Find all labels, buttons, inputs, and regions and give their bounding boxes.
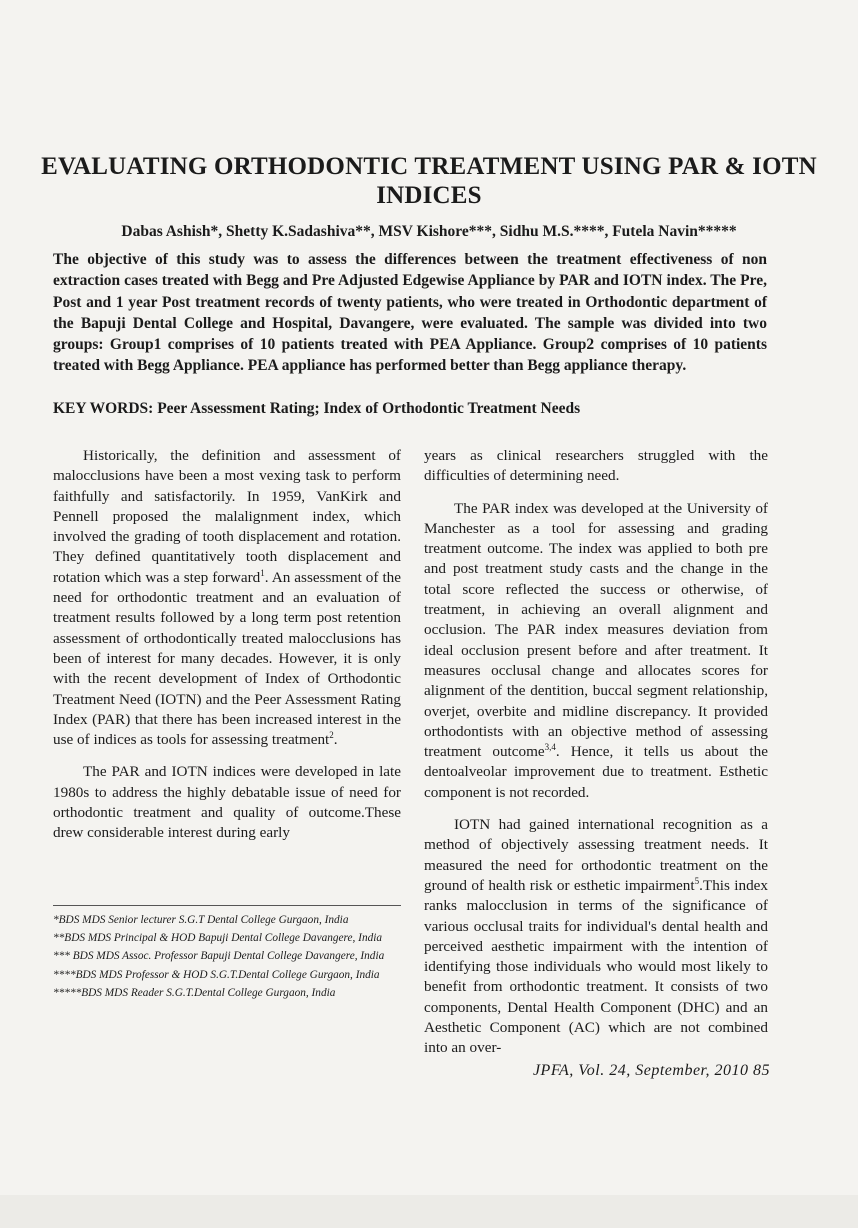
citation: 3,4 <box>544 742 556 753</box>
footnote: **BDS MDS Principal & HOD Bapuji Dental College Davangere, India <box>53 932 383 945</box>
article-title <box>40 152 818 210</box>
author-affiliations <box>53 905 401 1003</box>
left-column <box>53 446 401 856</box>
footnote: *BDS MDS Senior lecturer S.G.T Dental College Gurgaon, India <box>53 914 349 926</box>
page-bottom-edge <box>0 1195 858 1228</box>
footnote: ****BDS MDS Professor & HOD S.G.T.Dental College Gurgaon, India <box>53 968 380 981</box>
paragraph: The PAR and IOTN indices were developed in late 1980s to address the highly debatable issue of need for orthodontic treatment and quality of outcome.These drew considerable interest during early <box>53 763 401 842</box>
citation: 1 <box>260 567 265 578</box>
paragraph: IOTN had gained international recognition as a method of objectively assessing treatment needs. It measured the need for orthodontic treatment on the ground of health risk or esthetic impairment$^5$.This index ranks malocclusion in terms of the significance of various occlusal traits for individual's dental health and perceived aesthetic impairment with the intention of identifying those individuals who would most likely to benefit from orthodontic treatment. It consists of two components, Dental Health Component (DHC) and an Aesthetic Component (AC) which are not combined into an over- <box>424 816 768 1057</box>
paragraph: Historically, the definition and assessment of malocclusions have been a most vexing task to perform faithfully and satisfactorily. In 1959, VanKirk and Pennell proposed the malalignment index, which involved the grading of tooth displacement and rotation. They defined quantitatively tooth displacement and rotation which was a step forward$^1$. An assessment of the need for orthodontic treatment and an evaluation of treatment results followed by a long term post retention assessment of orthodontically treated malocclusions has been of interest for many decades. However, it is only with the recent development of Index of Orthodontic Treatment Need (IOTN) and the Peer Assessment Rating Index (PAR) that there has been increased interest in the use of indices as tools for assessing treatment$^2$. <box>53 447 401 749</box>
right-column <box>424 446 768 1071</box>
paragraph: The PAR index was developed at the University of Manchester as a tool for assessing and grading treatment outcome. The index was applied to both pre and post treatment study casts and the change in the total score reflected the success or otherwise, of treatment, in achieving an overall alignment and occlusion. The PAR index measures deviation from ideal occlusion present before and after treatment. It measures occlusal change and allocates scores for alignment of the dentition, buccal segment relationship, overjet, overbite and midline discrepancy. It provided orthodontists with an objective method of assessing treatment outcome$^{3,4}$. Hence, it tells us about the dentoalveolar improvement due to treatment. Esthetic component is not recorded. <box>424 499 768 801</box>
journal-citation-footer: JPFA, Vol. 24, September, 2010 85 <box>532 1062 770 1079</box>
author-list: Dabas Ashish*, Shetty K.Sadashiva**, MSV Kishore***, Sidhu M.S.****, Futela Navin***** <box>121 223 737 240</box>
citation: 2 <box>329 730 334 741</box>
title-line-1: EVALUATING ORTHODONTIC TREATMENT USING PAR & IOTN <box>41 153 817 180</box>
title-line-2: INDICES <box>376 182 482 209</box>
keywords: KEY WORDS: Peer Assessment Rating; Index of Orthodontic Treatment Needs <box>53 400 581 417</box>
citation: 5 <box>694 875 700 886</box>
paragraph: years as clinical researchers struggled with the difficulties of determining need. <box>424 447 768 485</box>
footnote: *** BDS MDS Assoc. Professor Bapuji Dental College Davangere, India <box>53 950 385 963</box>
abstract: The objective of this study was to assess the differences between the treatment effectiveness of non extraction cases treated with Begg and Pre Adjusted Edgewise Appliance by PAR and IOTN index. The Pre, Post and 1 year Post treatment records of twenty patients, who were treated in Orthodontic department of the Bapuji Dental College and Hospital, Davangere, were evaluated. The sample was divided into two groups: Group1 comprises of 10 patients treated with PEA Appliance. Group2 comprises of 10 patients treated with Begg Appliance. PEA appliance has performed better than Begg appliance therapy. <box>53 251 767 375</box>
footnote: *****BDS MDS Reader S.G.T.Dental College Gurgaon, India <box>53 986 336 999</box>
